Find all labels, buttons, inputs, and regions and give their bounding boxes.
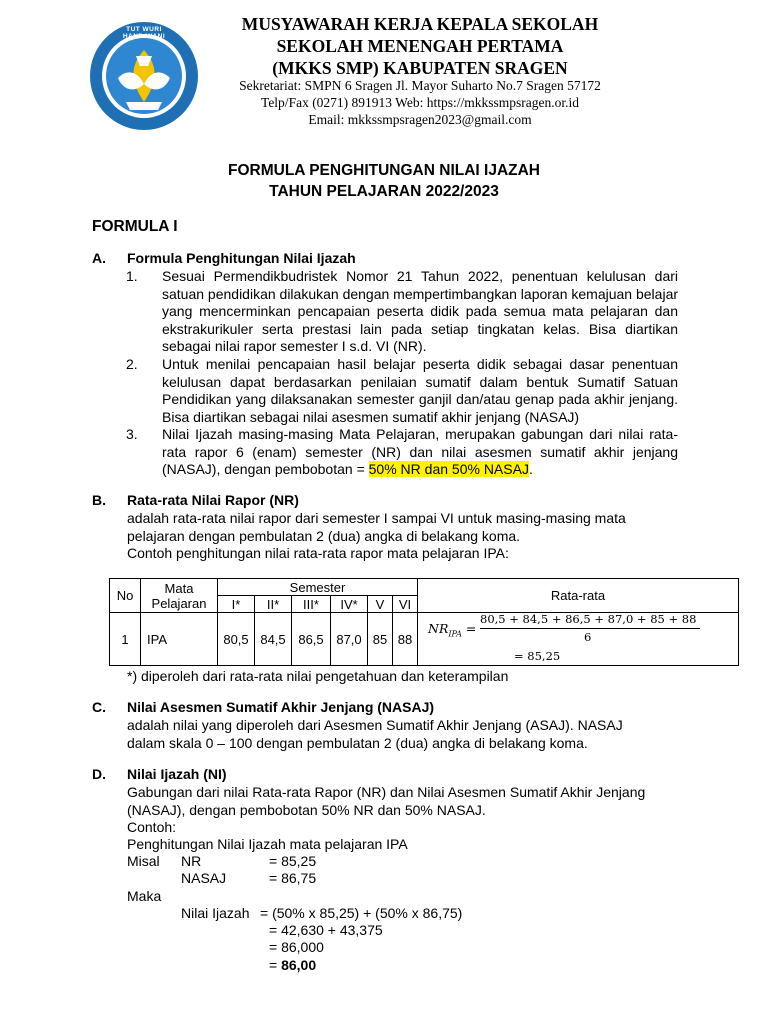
header-line1: MUSYAWARAH KERJA KEPALA SEKOLAH (241, 14, 599, 34)
table-header-no: No (110, 579, 141, 613)
table-cell-formula (418, 613, 739, 666)
formula-lhs-subscript: IPA (448, 629, 462, 639)
item-3-body: Nilai Ijazah masing-masing Mata Pelajaran, merupakan gabungan dari nilai rata-rata rapor 6 (enam) semester (NR) dan nilai asesmen sumatif akhir jenjang (NASAJ), dengan pembobotan = (162, 426, 678, 477)
section-a-heading: Formula Penghitungan Nilai Ijazah (127, 250, 356, 266)
maka-label: Maka (127, 888, 162, 904)
section-c-letter: C. (92, 699, 106, 715)
section-a-item-text: Sesuai Permendikbudristek Nomor 21 Tahun 2022, penentuan kelulusan dari satuan pendidikan dilakukan dengan mempertimbangkan laporan kemajuan belajar yang mencerminkan pencapaian peserta didik pada semua mata pelajaran dan ekstrakurikuler serta prestasi lain pada setiap tingkatan kelas. Bisa diartikan sebagai nilai rapor semester I s.d. VI (NR). (162, 268, 679, 354)
misal-label: Misal (127, 853, 160, 869)
formula-lhs: $NR_{IPA}$ = (428, 621, 477, 639)
header-contact[interactable]: Telp/Fax (0271) 891913 Web: https://mkkssmpsragen.or.id (261, 95, 579, 110)
final-result (269, 957, 316, 975)
table-header-semester: Semester (218, 579, 418, 596)
table-cell-value: 88 (393, 613, 418, 666)
calc-step: = 42,630 + 43,375 (269, 922, 383, 938)
table-header-semester-cell: III* (292, 596, 331, 613)
table-cell-value: 84,5 (255, 613, 292, 666)
table-row (110, 613, 739, 666)
section-a-item-number: 2. (126, 356, 138, 372)
table-cell-mapel: IPA (141, 613, 218, 666)
section-a-item-text (162, 426, 678, 479)
formula-numerator: 80,5 + 84,5 + 86,5 + 87,0 + 85 + 88 (480, 612, 697, 626)
nr-table (109, 578, 739, 666)
nr-label: NR (181, 853, 202, 869)
logo-ring-text: TUT WURI HANDAYANI (122, 26, 166, 40)
table-header-mapel: Mata Pelajaran (141, 579, 218, 613)
header-email[interactable]: Email: mkkssmpsragen2023@gmail.com (308, 112, 532, 127)
section-b-definition: adalah rata-rata nilai rapor dari semester I sampai VI untuk masing-masing mata pelajaran dengan pembulatan 2 (dua) angka di belakang koma. (127, 510, 626, 544)
document-title-line1: FORMULA PENGHITUNGAN NILAI IJAZAH (228, 162, 540, 179)
header-line2: SEKOLAH MENENGAH PERTAMA (276, 36, 564, 56)
calc-step: = 86,000 (269, 939, 324, 955)
example-label: Contoh: (127, 819, 177, 835)
section-a-item-number: 1. (126, 268, 138, 284)
table-header-semester-cell: I* (218, 596, 255, 613)
section-a-item-number: 3. (126, 426, 138, 442)
document-title-line2: TAHUN PELAJARAN 2022/2023 (269, 183, 499, 200)
section-b-heading: Rata-rata Nilai Rapor (NR) (127, 492, 299, 508)
example-description: Penghitungan Nilai Ijazah mata pelajaran IPA (127, 836, 408, 852)
header-line3: (MKKS SMP) KABUPATEN SRAGEN (272, 58, 568, 78)
section-d-definition: Gabungan dari nilai Rata-rata Rapor (NR) dan Nilai Asesmen Sumatif Akhir Jenjang (NASAJ), dengan pembobotan 50% NR dan 50% NASAJ. (127, 784, 646, 818)
nasaj-label: NASAJ (181, 870, 227, 886)
formula-denominator: 6 (584, 630, 592, 644)
weighting-highlight: 50% NR dan 50% NASAJ (368, 461, 529, 477)
table-cell-value: 85 (368, 613, 393, 666)
table-header-semester-cell: II* (255, 596, 292, 613)
table-header-semester-cell: IV* (331, 596, 368, 613)
header-address: Sekretariat: SMPN 6 Sragen Jl. Mayor Suharto No.7 Sragen 57172 (239, 78, 601, 93)
table-footnote: *) diperoleh dari rata-rata nilai pengetahuan dan keterampilan (127, 668, 509, 684)
item-3-tail: . (528, 461, 533, 477)
table-header-semester-cell: V (368, 596, 393, 613)
section-c-heading: Nilai Asesmen Sumatif Akhir Jenjang (NASAJ) (127, 699, 435, 715)
nr-value: = 85,25 (269, 853, 317, 869)
table-cell-no: 1 (110, 613, 141, 666)
formula-lhs-symbol: NR (428, 621, 449, 636)
final-equals: = (269, 957, 282, 973)
section-a-letter: A. (92, 250, 106, 266)
table-header-semester-cell: VI (393, 596, 418, 613)
calc-step: = (50% x 85,25) + (50% x 86,75) (260, 905, 463, 921)
section-d-letter: D. (92, 766, 106, 782)
table-cell-value: 87,0 (331, 613, 368, 666)
formula-result: = 85,25 (514, 649, 561, 663)
section-b-example-intro: Contoh penghitungan nilai rata-rata rapor mata pelajaran IPA: (127, 545, 509, 561)
formula-heading: FORMULA I (92, 218, 178, 235)
table-cell-value: 86,5 (292, 613, 331, 666)
nilai-ijazah-label: Nilai Ijazah (181, 905, 250, 921)
final-value: 86,00 (281, 957, 317, 973)
table-header-rata-rata: Rata-rata (418, 579, 739, 613)
section-b-letter: B. (92, 492, 106, 508)
section-a-item-text: Untuk menilai pencapaian hasil belajar peserta didik sebagai dasar penentuan kelulusan dapat berdasarkan penilaian sumatif dalam bentuk Sumatif Satuan Pendidikan yang dilaksanakan semester ganjil dan/atau genap pada akhir jenjang. Bisa diartikan sebagai nilai asesmen sumatif akhir jenjang (NASAJ) (162, 356, 678, 425)
table-cell-value: 80,5 (218, 613, 255, 666)
nr-formula (418, 613, 738, 665)
nasaj-value: = 86,75 (269, 870, 317, 886)
section-d-heading: Nilai Ijazah (NI) (127, 766, 227, 782)
fraction-bar (480, 628, 700, 629)
section-c-definition: adalah nilai yang diperoleh dari Asesmen Sumatif Akhir Jenjang (ASAJ). NASAJ dalam skala 0 – 100 dengan pembulatan 2 (dua) angka di belakang koma. (127, 717, 623, 751)
